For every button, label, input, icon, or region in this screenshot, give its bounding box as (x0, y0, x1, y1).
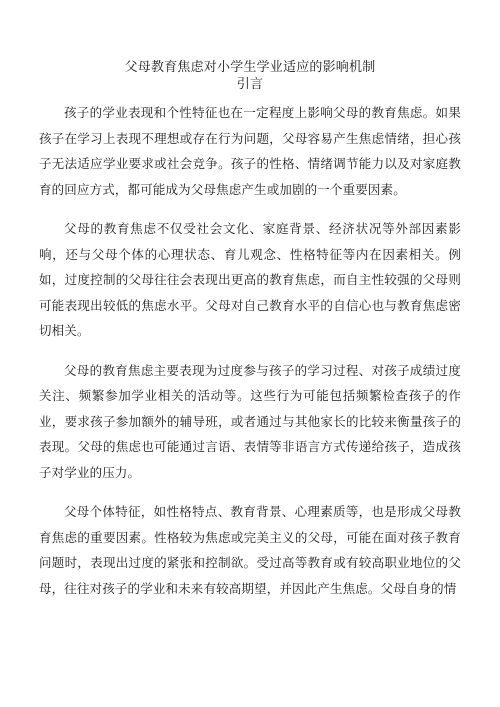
document-title: 父母教育焦虑对小学生学业适应的影响机制 (124, 60, 376, 75)
paragraph-2: 父母的教育焦虑不仅受社会文化、家庭背景、经济状况等外部因素影响，还与父母个体的心理状态、育儿观念、性格特征等内在因素相关。例如，过度控制的父母往往会表现出更高的教育焦虑，而自主性较强的父母则可能表现出较低的焦虑水平。父母对自己教育水平的自信心也与教育焦虑密切相关。 (39, 221, 461, 338)
document-body (39, 100, 461, 615)
paragraph-4: 父母个体特征，如性格特点、教育背景、心理素质等，也是形成父母教育焦虑的重要因素。性格较为焦虑或完美主义的父母，可能在面对孩子教育问题时，表现出过度的紧张和控制欲。受过高等教育或有较高职业地位的父母，往往对孩子的学业和未来有较高期望，并因此产生焦虑。父母自身的情 (39, 504, 461, 596)
section-heading: 引言 (236, 77, 264, 92)
paragraph-1: 孩子的学业表现和个性特征也在一定程度上影响父母的教育焦虑。如果孩子在学习上表现不理想或存在行为问题，父母容易产生焦虑情绪，担心孩子无法适应学业要求或社会竞争。孩子的性格、情绪调节能力以及对家庭教育的回应方式，都可能成为父母焦虑产生或加剧的一个重要因素。 (39, 105, 461, 197)
paragraph-3: 父母的教育焦虑主要表现为过度参与孩子的学习过程、对孩子成绩过度关注、频繁参加学业相关的活动等。这些行为可能包括频繁检查孩子的作业，要求孩子参加额外的辅导班，或者通过与其他家长的比较来衡量孩子的表现。父母的焦虑也可能通过言语、表情等非语言方式传递给孩子，造成孩子对学业的压力。 (39, 362, 461, 480)
